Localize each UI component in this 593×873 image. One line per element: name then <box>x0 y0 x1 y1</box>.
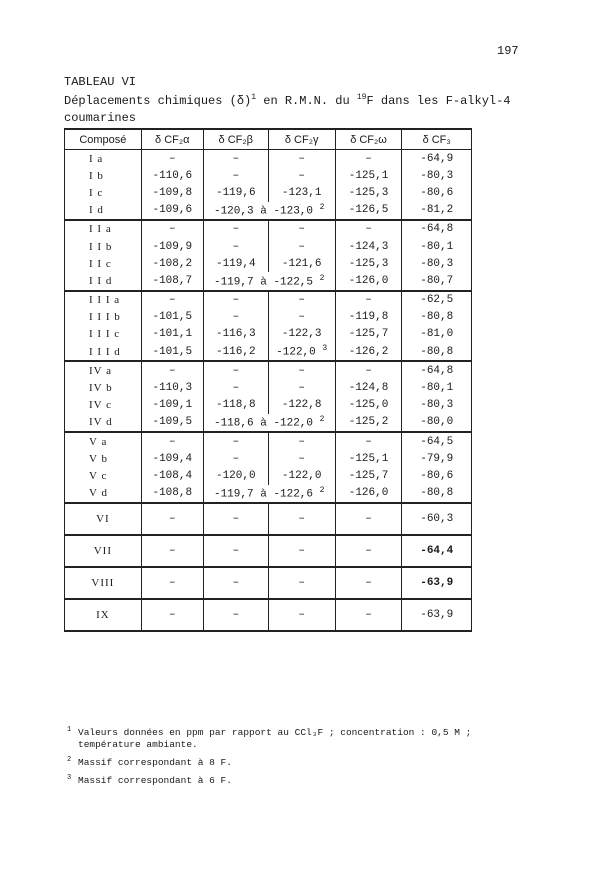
shift-cf2-alpha: -108,4 <box>141 467 203 484</box>
shift-cf2-alpha: -109,6 <box>141 202 203 220</box>
table-row <box>65 291 472 309</box>
shift-cf2-gamma: – <box>268 150 335 168</box>
compound-label: I I I b <box>65 309 142 326</box>
shift-cf2-omega: – <box>335 567 402 599</box>
shift-cf2-beta: – <box>203 503 268 535</box>
shift-cf2-gamma: – <box>268 450 335 467</box>
shift-cf2-beta: – <box>203 309 268 326</box>
shift-cf2-gamma: -123,1 <box>268 184 335 201</box>
column-header: δ CF₃ <box>402 129 472 150</box>
table-row <box>65 450 472 467</box>
footnote-mark: 3 <box>67 774 72 782</box>
shift-cf3: -80,8 <box>402 485 472 503</box>
shift-cf2-omega: -125,7 <box>335 467 402 484</box>
shift-cf2-beta: – <box>203 150 268 168</box>
shift-cf2-omega: -125,1 <box>335 450 402 467</box>
table-row <box>65 255 472 272</box>
shift-cf3: -60,3 <box>402 503 472 535</box>
compound-label: V c <box>65 467 142 484</box>
caption-text: F dans les F-alkyl-4 <box>366 94 511 108</box>
shift-cf2-alpha: -109,5 <box>141 414 203 432</box>
cell-value: -122,0 <box>276 346 316 359</box>
shift-cf3: -81,0 <box>402 326 472 343</box>
footnote-3 <box>67 774 232 787</box>
shift-cf3: -80,8 <box>402 343 472 361</box>
table-row <box>65 485 472 503</box>
footnote-mark: 1 <box>67 726 72 734</box>
table-row <box>65 503 472 535</box>
shift-cf2-alpha: -110,3 <box>141 379 203 396</box>
table-row <box>65 535 472 567</box>
shift-cf3: -64,8 <box>402 361 472 379</box>
shift-cf2-omega: – <box>335 599 402 631</box>
shift-cf3: -80,7 <box>402 272 472 290</box>
shift-cf3: -64,8 <box>402 220 472 238</box>
shift-cf2-gamma: – <box>268 238 335 255</box>
shift-cf3: -64,4 <box>402 535 472 567</box>
shift-cf2-alpha: – <box>141 535 203 567</box>
table-label: TABLEAU VI <box>64 75 137 89</box>
shift-cf2-gamma: – <box>268 503 335 535</box>
shift-cf2-gamma: – <box>268 220 335 238</box>
footnote-text: Massif correspondant à 6 F. <box>78 775 232 786</box>
table-row <box>65 309 472 326</box>
shift-cf2-gamma: – <box>268 379 335 396</box>
compound-label: I I a <box>65 220 142 238</box>
shift-cf3: -80,3 <box>402 255 472 272</box>
shift-cf2-beta: – <box>203 220 268 238</box>
shift-cf3: -80,6 <box>402 467 472 484</box>
table-body <box>65 150 472 631</box>
footnote-mark: 2 <box>67 756 72 764</box>
shift-cf2-omega: -126,0 <box>335 272 402 290</box>
footnote-1-continued: température ambiante. <box>78 739 198 750</box>
shift-cf2-beta: -118,8 <box>203 397 268 414</box>
shift-cf2-omega: – <box>335 535 402 567</box>
cell-value: -120,3 à -123,0 <box>213 205 314 218</box>
shift-cf2-beta: – <box>203 291 268 309</box>
footnote-ref: 3 <box>322 344 328 354</box>
shift-cf2-omega: -125,7 <box>335 326 402 343</box>
page-number: 197 <box>497 44 519 58</box>
column-header: δ CF₂α <box>141 129 203 150</box>
shift-cf2-alpha: -109,4 <box>141 450 203 467</box>
shift-cf2-gamma: – <box>268 361 335 379</box>
isotope-mass: 19 <box>356 93 367 102</box>
shift-cf2-gamma <box>268 343 335 361</box>
shift-cf2-gamma: – <box>268 599 335 631</box>
table-row <box>65 567 472 599</box>
table-header-row <box>65 129 472 150</box>
shift-cf2-alpha: -109,1 <box>141 397 203 414</box>
table-caption-line2: coumarines <box>64 111 137 125</box>
shift-cf2-gamma: -122,0 <box>268 467 335 484</box>
caption-text: en R.M.N. du <box>256 94 357 108</box>
shift-cf2-alpha: -110,6 <box>141 167 203 184</box>
shift-cf2-alpha: -108,2 <box>141 255 203 272</box>
shift-cf2-gamma: -122,8 <box>268 397 335 414</box>
shift-cf2-omega: -125,3 <box>335 255 402 272</box>
compound-label: VIII <box>65 567 142 599</box>
shift-cf2-omega: -126,0 <box>335 485 402 503</box>
compound-label: I b <box>65 167 142 184</box>
compound-label: I a <box>65 150 142 168</box>
shift-cf2-alpha: – <box>141 220 203 238</box>
shift-cf3: -64,5 <box>402 432 472 450</box>
cell-value: -119,7 à -122,6 <box>213 488 314 501</box>
delta-symbol: δ <box>236 94 245 108</box>
table-caption <box>64 93 511 108</box>
compound-label: IX <box>65 599 142 631</box>
shift-cf3: -63,9 <box>402 599 472 631</box>
shift-cf2-omega: – <box>335 361 402 379</box>
column-header: δ CF₂ω <box>335 129 402 150</box>
footnote-ref: 2 <box>319 273 325 283</box>
table-row <box>65 326 472 343</box>
table-row <box>65 272 472 290</box>
compound-label: I I I d <box>65 343 142 361</box>
compound-label: I I I a <box>65 291 142 309</box>
shift-cf2-beta-gamma-range <box>203 485 335 503</box>
compound-label: V a <box>65 432 142 450</box>
shift-cf2-omega: – <box>335 291 402 309</box>
footnote-ref: 2 <box>319 485 325 495</box>
table-row <box>65 184 472 201</box>
shift-cf2-omega: -124,3 <box>335 238 402 255</box>
table-row <box>65 202 472 220</box>
compound-label: IV b <box>65 379 142 396</box>
shift-cf2-alpha: -109,9 <box>141 238 203 255</box>
shift-cf2-alpha: – <box>141 599 203 631</box>
shift-cf2-omega: – <box>335 503 402 535</box>
shift-cf2-beta: – <box>203 361 268 379</box>
shift-cf2-beta-gamma-range <box>203 414 335 432</box>
shift-cf2-beta: – <box>203 167 268 184</box>
compound-label: VI <box>65 503 142 535</box>
footnote-2 <box>67 756 232 769</box>
compound-label: V d <box>65 485 142 503</box>
compound-label: IV a <box>65 361 142 379</box>
table-row <box>65 238 472 255</box>
compound-label: I I b <box>65 238 142 255</box>
column-header: δ CF₂β <box>203 129 268 150</box>
shift-cf2-alpha: – <box>141 432 203 450</box>
cell-value: -119,7 à -122,5 <box>213 276 314 289</box>
shift-cf3: -80,3 <box>402 167 472 184</box>
table-row <box>65 599 472 631</box>
shift-cf2-omega: -126,5 <box>335 202 402 220</box>
column-header: Composé <box>65 129 142 150</box>
compound-label: I I c <box>65 255 142 272</box>
table-row <box>65 343 472 361</box>
shift-cf2-alpha: -108,8 <box>141 485 203 503</box>
shift-cf2-omega: – <box>335 150 402 168</box>
shift-cf2-beta: -116,2 <box>203 343 268 361</box>
compound-label: V b <box>65 450 142 467</box>
shift-cf2-alpha: – <box>141 503 203 535</box>
compound-label: I d <box>65 202 142 220</box>
compound-label: IV d <box>65 414 142 432</box>
shift-cf2-gamma: – <box>268 309 335 326</box>
shift-cf2-omega: – <box>335 220 402 238</box>
compound-label: IV c <box>65 397 142 414</box>
table-row <box>65 414 472 432</box>
shift-cf2-omega: -119,8 <box>335 309 402 326</box>
shift-cf2-alpha: -101,5 <box>141 309 203 326</box>
shift-cf3: -80,3 <box>402 397 472 414</box>
shift-cf2-beta: – <box>203 379 268 396</box>
shift-cf2-gamma: -122,3 <box>268 326 335 343</box>
shift-cf2-beta: -120,0 <box>203 467 268 484</box>
table-row <box>65 220 472 238</box>
shift-cf3: -63,9 <box>402 567 472 599</box>
shift-cf2-omega: – <box>335 432 402 450</box>
shift-cf2-omega: -125,2 <box>335 414 402 432</box>
footnote-ref: 1 <box>251 93 257 102</box>
shift-cf3: -80,1 <box>402 238 472 255</box>
shift-cf2-beta: -119,4 <box>203 255 268 272</box>
shift-cf2-omega: -124,8 <box>335 379 402 396</box>
footnote-text: Massif correspondant à 8 F. <box>78 757 232 768</box>
shift-cf3: -79,9 <box>402 450 472 467</box>
chemical-shift-table <box>64 128 472 632</box>
shift-cf3: -80,1 <box>402 379 472 396</box>
shift-cf2-alpha: -108,7 <box>141 272 203 290</box>
shift-cf2-beta: – <box>203 567 268 599</box>
shift-cf2-gamma: – <box>268 432 335 450</box>
shift-cf2-gamma: -121,6 <box>268 255 335 272</box>
shift-cf3: -80,6 <box>402 184 472 201</box>
table-row <box>65 150 472 168</box>
table-row <box>65 361 472 379</box>
compound-label: VII <box>65 535 142 567</box>
footnote-ref: 2 <box>319 415 325 425</box>
shift-cf3: -64,9 <box>402 150 472 168</box>
footnote-ref: 2 <box>319 202 325 212</box>
shift-cf2-alpha: – <box>141 291 203 309</box>
compound-label: I I d <box>65 272 142 290</box>
column-header: δ CF₂γ <box>268 129 335 150</box>
shift-cf2-beta: – <box>203 535 268 567</box>
shift-cf2-omega: -126,2 <box>335 343 402 361</box>
shift-cf2-gamma: – <box>268 535 335 567</box>
shift-cf2-alpha: – <box>141 567 203 599</box>
shift-cf2-beta: – <box>203 599 268 631</box>
shift-cf2-omega: -125,1 <box>335 167 402 184</box>
compound-label: I c <box>65 184 142 201</box>
caption-text: Déplacements chimiques ( <box>64 94 237 108</box>
shift-cf2-alpha: -101,5 <box>141 343 203 361</box>
compound-label: I I I c <box>65 326 142 343</box>
shift-cf2-beta: -119,6 <box>203 184 268 201</box>
footnote-text: Valeurs données en ppm par rapport au CCl₃F ; concentration : 0,5 M ; <box>78 727 472 738</box>
shift-cf3: -62,5 <box>402 291 472 309</box>
shift-cf2-beta-gamma-range <box>203 202 335 220</box>
table-row <box>65 167 472 184</box>
shift-cf3: -81,2 <box>402 202 472 220</box>
shift-cf2-omega: -125,3 <box>335 184 402 201</box>
shift-cf2-alpha: – <box>141 150 203 168</box>
shift-cf2-beta: – <box>203 432 268 450</box>
shift-cf2-beta: – <box>203 238 268 255</box>
table-row <box>65 379 472 396</box>
shift-cf2-omega: -125,0 <box>335 397 402 414</box>
shift-cf2-beta-gamma-range <box>203 272 335 290</box>
cell-value: -118,6 à -122,0 <box>213 417 314 430</box>
shift-cf2-beta: -116,3 <box>203 326 268 343</box>
table-row <box>65 432 472 450</box>
shift-cf2-alpha: -109,8 <box>141 184 203 201</box>
table-row <box>65 397 472 414</box>
shift-cf2-alpha: – <box>141 361 203 379</box>
shift-cf2-beta: – <box>203 450 268 467</box>
shift-cf2-gamma: – <box>268 291 335 309</box>
shift-cf3: -80,8 <box>402 309 472 326</box>
shift-cf2-gamma: – <box>268 567 335 599</box>
shift-cf2-alpha: -101,1 <box>141 326 203 343</box>
footnote-1 <box>67 726 472 739</box>
shift-cf2-gamma: – <box>268 167 335 184</box>
shift-cf3: -80,0 <box>402 414 472 432</box>
caption-text: ) <box>244 94 252 108</box>
table-row <box>65 467 472 484</box>
